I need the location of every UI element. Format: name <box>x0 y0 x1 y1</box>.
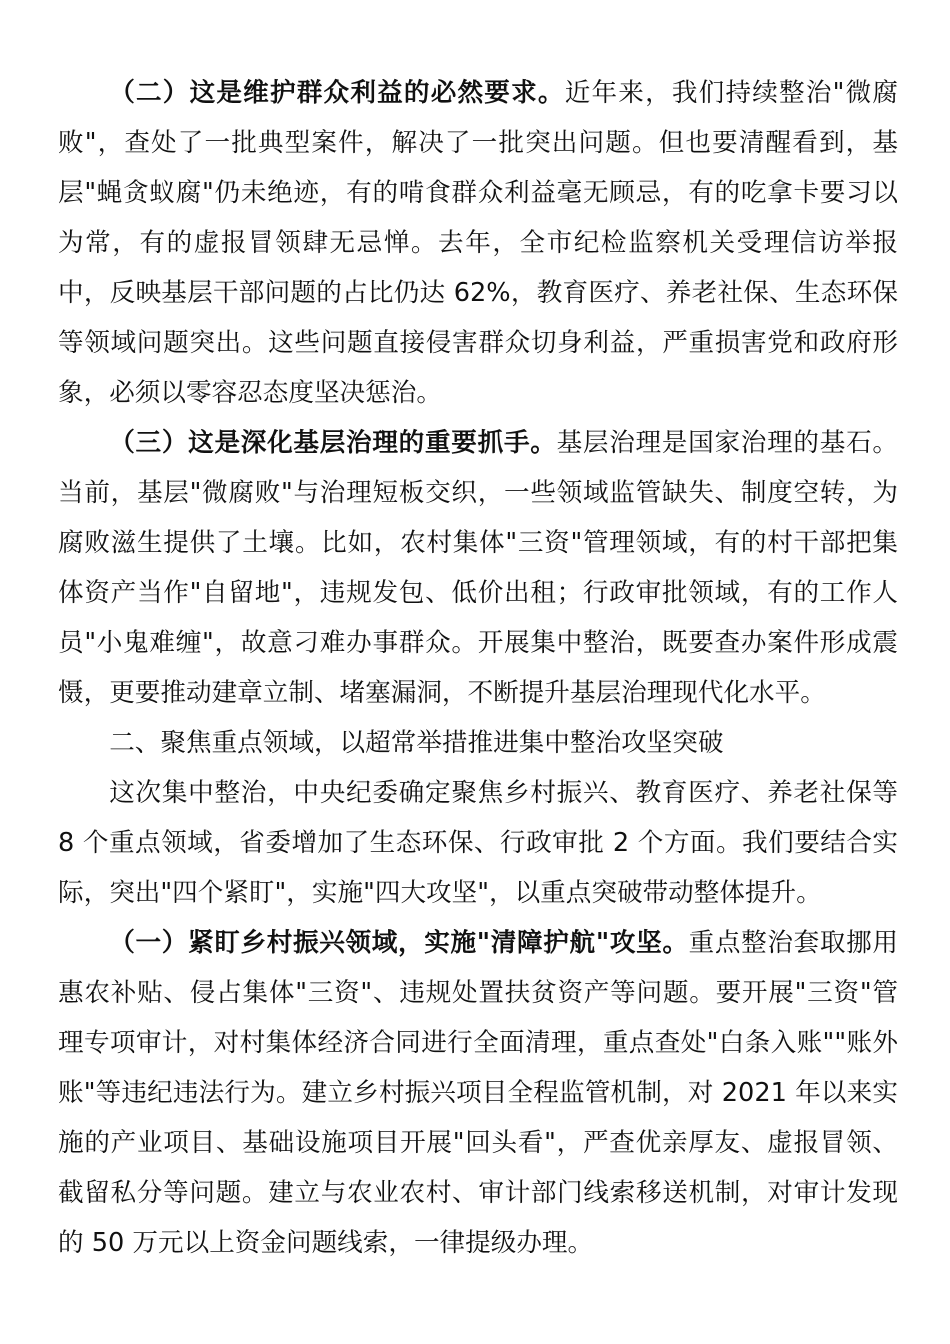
paragraph-section-2-3 <box>58 418 898 718</box>
paragraph-lead-bold: （二）这是维护群众利益的必然要求。 <box>109 78 565 108</box>
paragraph-body-text: 近年来，我们持续整治"微腐败"，查处了一批典型案件，解决了一批突出问题。但也要清醒看到，基层"蝇贪蚁腐"仍未绝迹，有的啃食群众利益毫无顾忌，有的吃拿卡要习以为常，有的虚报冒领肆无忌惮。去年，全市纪检监察机关受理信访举报中，反映基层干部问题的占比仍达 62%，教育医疗、养老社保、生态环保等领域问题突出。这些问题直接侵害群众切身利益，严重损害党和政府形象，必须以零容忍态度坚决惩治。 <box>58 78 898 408</box>
paragraph-body-text: 基层治理是国家治理的基石。当前，基层"微腐败"与治理短板交织，一些领域监管缺失、制度空转，为腐败滋生提供了土壤。比如，农村集体"三资"管理领域，有的村干部把集体资产当作"自留地"，违规发包、低价出租；行政审批领域，有的工作人员"小鬼难缠"，故意刁难办事群众。开展集中整治，既要查办案件形成震慑，更要推动建章立制、堵塞漏洞，不断提升基层治理现代化水平。 <box>58 428 898 708</box>
paragraph-lead-bold: （一）紧盯乡村振兴领域，实施"清障护航"攻坚。 <box>109 928 689 958</box>
section-heading-2: 二、聚焦重点领域，以超常举措推进集中整治攻坚突破 <box>109 728 724 758</box>
paragraph-section-2-2 <box>58 68 898 418</box>
paragraph-section-intro <box>58 768 898 918</box>
paragraph-body-text: 重点整治套取挪用惠农补贴、侵占集体"三资"、违规处置扶贫资产等问题。要开展"三资"管理专项审计，对村集体经济合同进行全面清理，重点查处"白条入账""账外账"等违纪违法行为。建立乡村振兴项目全程监管机制，对 2021 年以来实施的产业项目、基础设施项目开展"回头看"，严查优亲厚友、虚报冒领、截留私分等问题。建立与农业农村、审计部门线索移送机制，对审计发现的 50 万元以上资金问题线索，一律提级办理。 <box>58 928 898 1258</box>
paragraph-section-3-1 <box>58 918 898 1268</box>
paragraph-lead-bold: （三）这是深化基层治理的重要抓手。 <box>109 428 557 458</box>
document-body <box>58 68 898 1268</box>
paragraph-body-text: 这次集中整治，中央纪委确定聚焦乡村振兴、教育医疗、养老社保等 8 个重点领域，省委增加了生态环保、行政审批 2 个方面。我们要结合实际，突出"四个紧盯"，实施"四大攻坚"，以重点突破带动整体提升。 <box>58 778 898 908</box>
